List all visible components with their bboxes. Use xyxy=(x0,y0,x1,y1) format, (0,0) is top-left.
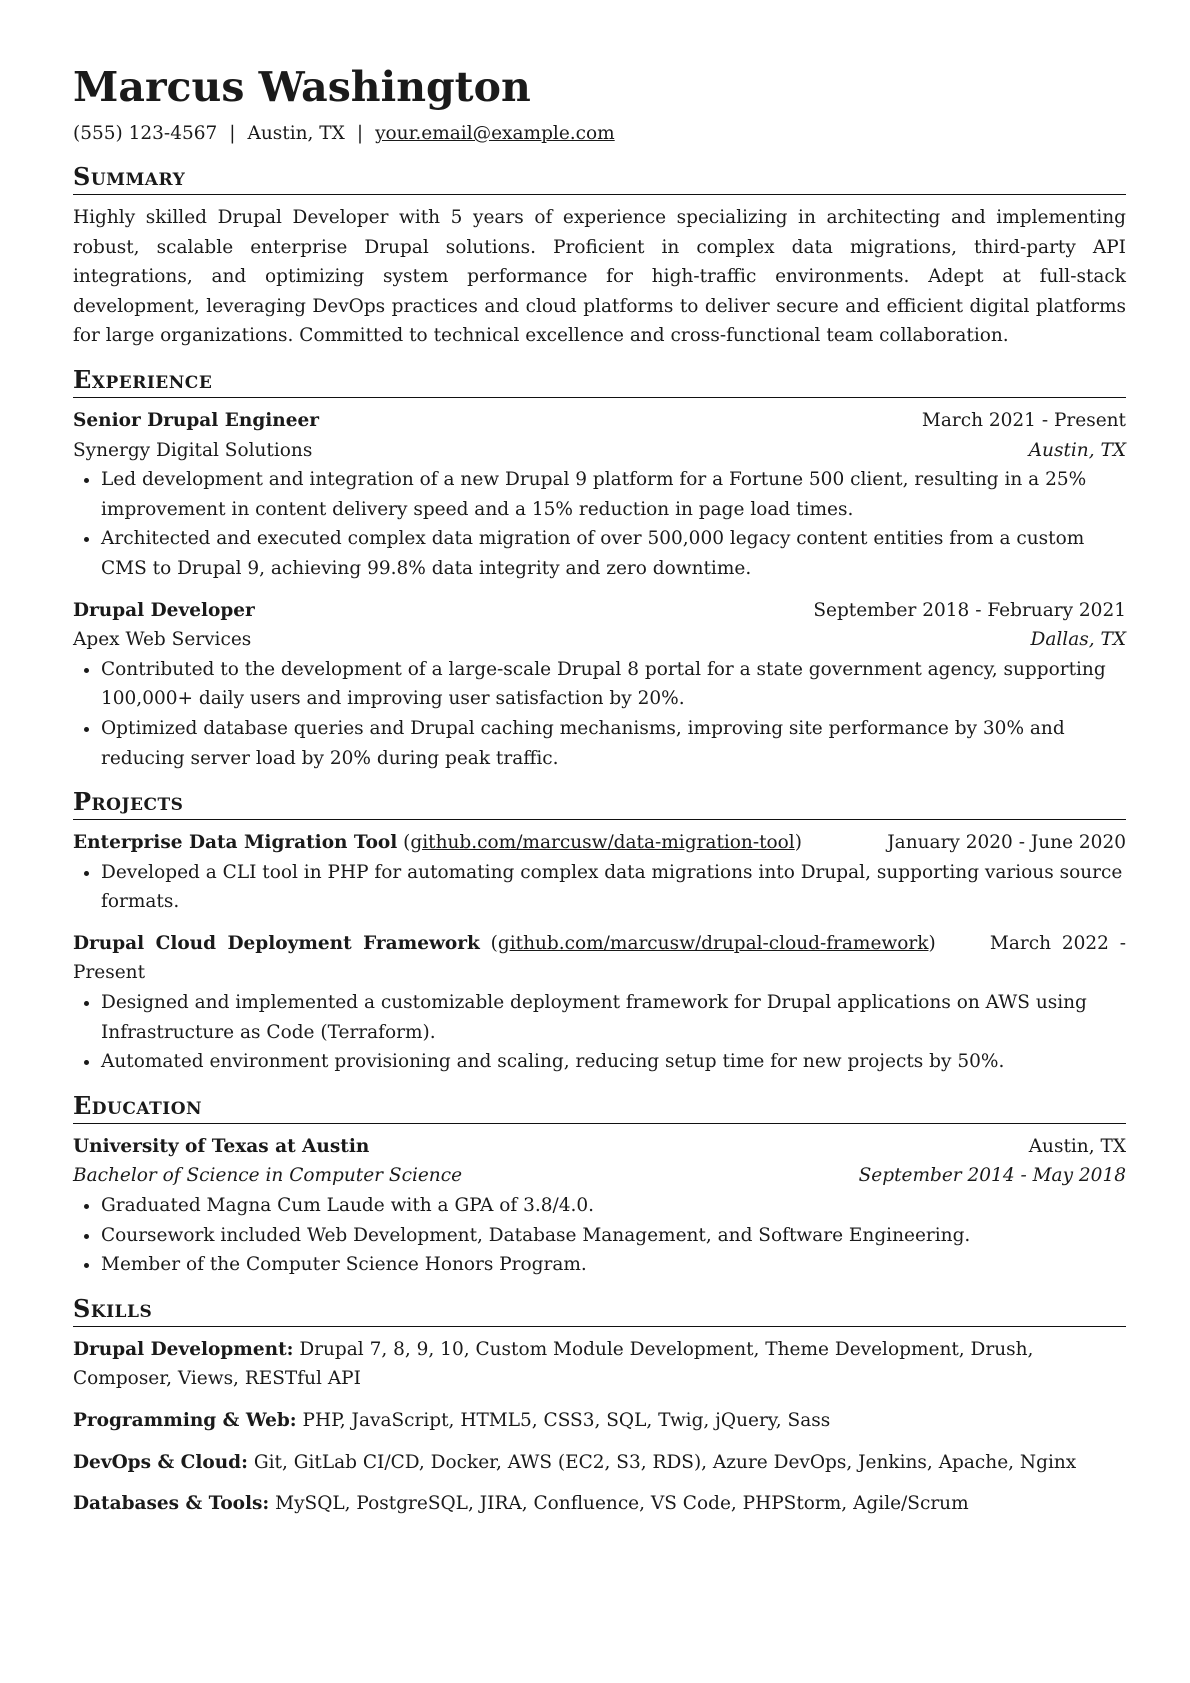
job-dates: March 2021 - Present xyxy=(921,409,1126,431)
bullet-item: • Led development and integration of a new Drupal 9 platform for a Fortune 500 client, resulting in a 25% improvement in content delivery speed and a 15% reduction in page load times. xyxy=(101,465,1126,524)
degree: Bachelor of Science in Computer Science xyxy=(73,1165,463,1187)
education-entry xyxy=(73,1132,1126,1280)
skill-group xyxy=(73,1406,1126,1436)
phone: (555) 123-4567 xyxy=(73,123,218,144)
separator: | xyxy=(356,123,364,144)
email-link[interactable]: your.email@example.com xyxy=(375,123,615,144)
skill-group xyxy=(73,1448,1126,1478)
section-title-experience: Experience xyxy=(73,365,1126,398)
section-title-summary: Summary xyxy=(73,162,1126,195)
section-title-projects: Projects xyxy=(73,787,1126,820)
skill-label: Drupal Development: xyxy=(73,1338,294,1360)
job-bullets xyxy=(73,655,1126,773)
section-title-education: Education xyxy=(73,1091,1126,1124)
bullet-item: • Optimized database queries and Drupal caching mechanisms, improving site performance by 30% and reducing server load by 20% during peak traffic. xyxy=(101,714,1126,773)
job-role: Drupal Developer xyxy=(73,599,255,621)
experience-entry xyxy=(73,406,1126,584)
job-dates: September 2018 - February 2021 xyxy=(813,599,1126,621)
skill-value: PHP, JavaScript, HTML5, CSS3, SQL, Twig, jQuery, Sass xyxy=(302,1410,831,1431)
bullet-item: • Coursework included Web Development, Database Management, and Software Engineering. xyxy=(101,1221,1126,1251)
project-dates: January 2020 - June 2020 xyxy=(887,832,1126,854)
job-company: Synergy Digital Solutions xyxy=(73,439,313,461)
bullet-item: • Architected and executed complex data migration of over 500,000 legacy content entities from a custom CMS to Drupal 9, achieving 99.8% data integrity and zero downtime. xyxy=(101,524,1126,583)
project-link[interactable]: github.com/marcusw/drupal-cloud-framework xyxy=(497,932,929,954)
job-location: Austin, TX xyxy=(1028,439,1126,461)
job-role: Senior Drupal Engineer xyxy=(73,409,320,431)
job-location: Dallas, TX xyxy=(1030,629,1126,651)
project-entry: Drupal Cloud Deployment Framework (github.com/marcusw/drupal-cloud-framework) March 2022 - Present • Designed and implemented a customizable deployment framework for Drupal applications on AWS using Infrastructure as Code (Terraform). • Automated environment provisioning and scaling, reducing setup time for new projects by 50%. xyxy=(73,929,1126,1077)
project-dates: March 2022 - Present xyxy=(73,932,1126,984)
skill-value: Drupal 7, 8, 9, 10, Custom Module Development, Theme Development, Drush, Composer, Views, RESTful API xyxy=(73,1338,1034,1390)
skill-label: Databases & Tools: xyxy=(73,1493,270,1515)
project-name: Drupal Cloud Deployment Framework xyxy=(73,932,480,954)
project-entry: Enterprise Data Migration Tool (github.com/marcusw/data-migration-tool) January 2020 - June 2020 • Developed a CLI tool in PHP for automating complex data migrations into Drupal, supporting various source formats. xyxy=(73,828,1126,917)
bullet-item: • Developed a CLI tool in PHP for automating complex data migrations into Drupal, supporting various source formats. xyxy=(101,858,1126,917)
resume-page xyxy=(73,58,1126,1531)
skill-label: DevOps & Cloud: xyxy=(73,1451,248,1473)
project-bullets xyxy=(73,988,1126,1077)
skill-group xyxy=(73,1489,1126,1519)
skill-value: MySQL, PostgreSQL, JIRA, Confluence, VS Code, PHPStorm, Agile/Scrum xyxy=(275,1493,969,1515)
bullet-item: • Automated environment provisioning and scaling, reducing setup time for new projects by 50%. xyxy=(101,1047,1126,1077)
project-bullets xyxy=(73,858,1126,917)
skill-group xyxy=(73,1335,1126,1394)
school-location: Austin, TX xyxy=(1028,1135,1126,1157)
education-bullets xyxy=(73,1191,1126,1280)
location: Austin, TX xyxy=(247,123,345,144)
skill-value: Git, GitLab CI/CD, Docker, AWS (EC2, S3, RDS), Azure DevOps, Jenkins, Apache, Nginx xyxy=(253,1451,1077,1473)
job-bullets xyxy=(73,465,1126,583)
experience-entry xyxy=(73,596,1126,774)
school-name: University of Texas at Austin xyxy=(73,1135,370,1157)
separator: | xyxy=(229,123,236,144)
bullet-item: • Contributed to the development of a large-scale Drupal 8 portal for a state government agency, supporting 100,000+ daily users and improving user satisfaction by 20%. xyxy=(101,655,1126,714)
contact-line xyxy=(73,120,1126,148)
candidate-name: Marcus Washington xyxy=(73,63,531,111)
project-link[interactable]: github.com/marcusw/data-migration-tool xyxy=(410,832,795,854)
summary-text: Highly skilled Drupal Developer with 5 years of experience specializing in architecting and implementing robust, scalable enterprise Drupal solutions. Proficient in complex data migrations, third-party API integrations, and optimizing system performance for high-traffic environments. Adept at full-stack development, leveraging DevOps practices and cloud platforms to deliver secure and efficient digital platforms for large organizations. Committed to technical excellence and cross-functional team collaboration. xyxy=(73,207,1126,347)
section-title-skills: Skills xyxy=(73,1294,1126,1327)
bullet-item: • Member of the Computer Science Honors Program. xyxy=(101,1250,1126,1280)
skill-label: Programming & Web: xyxy=(73,1410,297,1431)
project-name: Enterprise Data Migration Tool xyxy=(73,832,398,854)
bullet-item: • Designed and implemented a customizable deployment framework for Drupal applications on AWS using Infrastructure as Code (Terraform). xyxy=(101,988,1126,1047)
job-company: Apex Web Services xyxy=(73,629,252,651)
bullet-item: • Graduated Magna Cum Laude with a GPA of 3.8/4.0. xyxy=(101,1191,1126,1221)
education-dates: September 2014 - May 2018 xyxy=(858,1165,1126,1187)
